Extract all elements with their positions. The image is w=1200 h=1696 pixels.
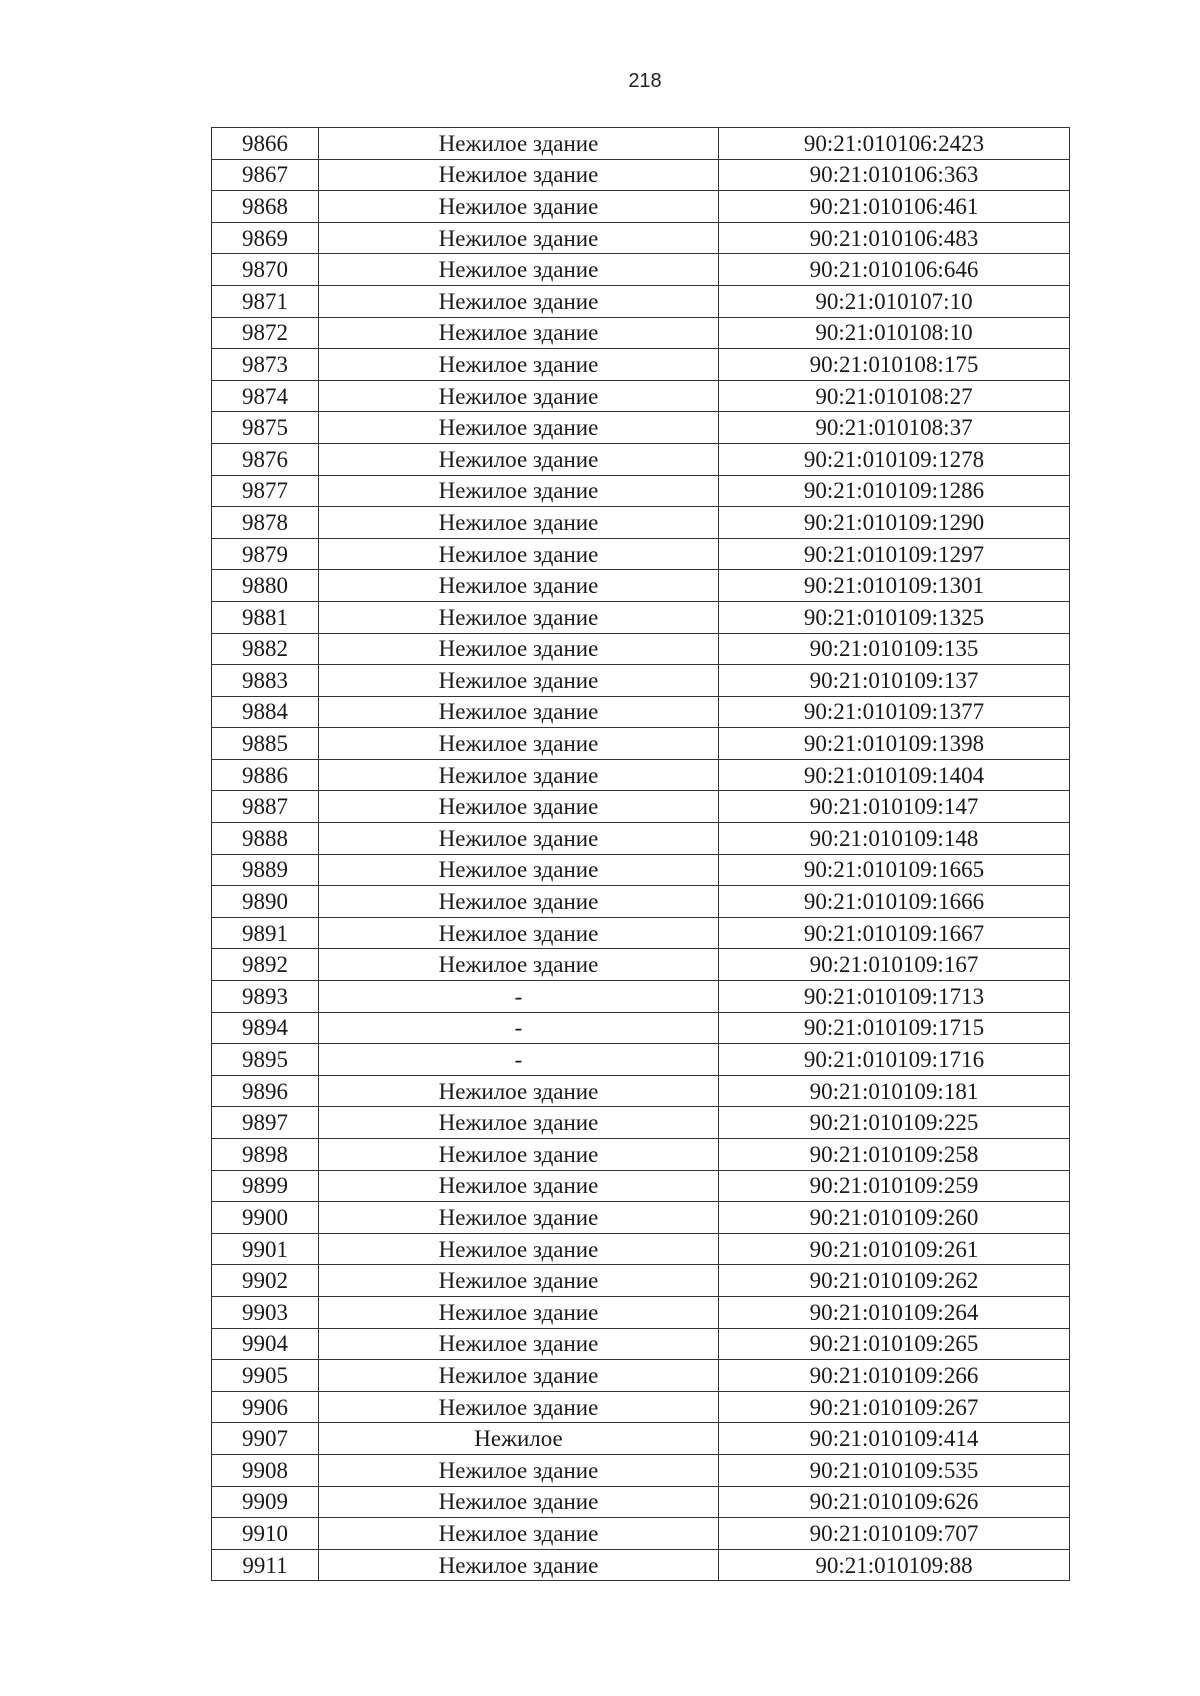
cadastral-number-cell: 90:21:010109:1716 [719,1044,1070,1076]
object-type-cell: Нежилое здание [319,1139,719,1171]
object-type-cell: Нежилое здание [319,254,719,286]
table-row [212,601,1070,633]
cadastral-number-cell: 90:21:010109:260 [719,1202,1070,1234]
row-number-cell: 9882 [212,633,319,665]
object-type-cell: Нежилое здание [319,1107,719,1139]
object-type-cell: Нежилое здание [319,443,719,475]
table-row [212,412,1070,444]
cadastral-number-cell: 90:21:010109:1404 [719,759,1070,791]
table-row [212,1202,1070,1234]
table-row [212,759,1070,791]
table-row [212,254,1070,286]
table-row [212,1139,1070,1171]
cadastral-number-cell: 90:21:010109:1290 [719,507,1070,539]
object-type-cell: Нежилое здание [319,886,719,918]
table-row [212,886,1070,918]
row-number-cell: 9890 [212,886,319,918]
table-row [212,1296,1070,1328]
cadastral-number-cell: 90:21:010109:1398 [719,728,1070,760]
row-number-cell: 9887 [212,791,319,823]
cadastral-number-cell: 90:21:010109:262 [719,1265,1070,1297]
object-type-cell: Нежилое здание [319,1518,719,1550]
row-number-cell: 9885 [212,728,319,760]
row-number-cell: 9903 [212,1296,319,1328]
table-row [212,349,1070,381]
object-type-cell: Нежилое здание [319,380,719,412]
cadastral-number-cell: 90:21:010109:707 [719,1518,1070,1550]
object-type-cell: Нежилое здание [319,665,719,697]
object-type-cell: Нежилое здание [319,1202,719,1234]
object-type-cell: Нежилое здание [319,949,719,981]
table-row [212,538,1070,570]
row-number-cell: 9904 [212,1328,319,1360]
table-row [212,665,1070,697]
row-number-cell: 9879 [212,538,319,570]
table-row [212,1107,1070,1139]
object-type-cell: Нежилое здание [319,1486,719,1518]
table-row [212,1012,1070,1044]
object-type-cell: Нежилое здание [319,538,719,570]
table-row [212,507,1070,539]
table-row [212,475,1070,507]
row-number-cell: 9877 [212,475,319,507]
object-type-cell: Нежилое здание [319,917,719,949]
row-number-cell: 9871 [212,285,319,317]
table-row [212,191,1070,223]
row-number-cell: 9891 [212,917,319,949]
table-row [212,791,1070,823]
table-row [212,728,1070,760]
cadastral-number-cell: 90:21:010109:1286 [719,475,1070,507]
row-number-cell: 9908 [212,1454,319,1486]
cadastral-number-cell: 90:21:010109:1301 [719,570,1070,602]
object-type-cell: Нежилое здание [319,854,719,886]
row-number-cell: 9888 [212,823,319,855]
cadastral-number-cell: 90:21:010109:258 [719,1139,1070,1171]
row-number-cell: 9872 [212,317,319,349]
row-number-cell: 9886 [212,759,319,791]
cadastral-number-cell: 90:21:010109:137 [719,665,1070,697]
row-number-cell: 9874 [212,380,319,412]
row-number-cell: 9905 [212,1360,319,1392]
row-number-cell: 9897 [212,1107,319,1139]
table-row [212,1075,1070,1107]
table-row [212,1518,1070,1550]
cadastral-number-cell: 90:21:010109:259 [719,1170,1070,1202]
cadastral-number-cell: 90:21:010108:27 [719,380,1070,412]
cadastral-number-cell: 90:21:010109:1665 [719,854,1070,886]
property-registry-table [211,127,1070,1581]
object-type-cell: Нежилое здание [319,159,719,191]
object-type-cell: Нежилое здание [319,285,719,317]
object-type-cell: Нежилое здание [319,696,719,728]
row-number-cell: 9880 [212,570,319,602]
table-row [212,696,1070,728]
row-number-cell: 9909 [212,1486,319,1518]
table-row [212,285,1070,317]
cadastral-number-cell: 90:21:010108:175 [719,349,1070,381]
table-row [212,317,1070,349]
object-type-cell: Нежилое здание [319,601,719,633]
table-row [212,1265,1070,1297]
table-row [212,1360,1070,1392]
object-type-cell: Нежилое здание [319,1360,719,1392]
cadastral-number-cell: 90:21:010106:646 [719,254,1070,286]
row-number-cell: 9901 [212,1233,319,1265]
object-type-cell: Нежилое здание [319,570,719,602]
cadastral-number-cell: 90:21:010106:363 [719,159,1070,191]
cadastral-number-cell: 90:21:010109:1667 [719,917,1070,949]
cadastral-number-cell: 90:21:010109:147 [719,791,1070,823]
row-number-cell: 9910 [212,1518,319,1550]
cadastral-number-cell: 90:21:010109:225 [719,1107,1070,1139]
cadastral-number-cell: 90:21:010109:535 [719,1454,1070,1486]
row-number-cell: 9868 [212,191,319,223]
row-number-cell: 9870 [212,254,319,286]
table-row [212,633,1070,665]
object-type-cell: Нежилое здание [319,1296,719,1328]
cadastral-number-cell: 90:21:010109:261 [719,1233,1070,1265]
cadastral-number-cell: 90:21:010109:135 [719,633,1070,665]
row-number-cell: 9892 [212,949,319,981]
row-number-cell: 9867 [212,159,319,191]
object-type-cell: Нежилое здание [319,633,719,665]
table-row [212,1423,1070,1455]
cadastral-number-cell: 90:21:010109:148 [719,823,1070,855]
cadastral-number-cell: 90:21:010109:1715 [719,1012,1070,1044]
cadastral-number-cell: 90:21:010109:1666 [719,886,1070,918]
row-number-cell: 9875 [212,412,319,444]
table-row [212,1391,1070,1423]
object-type-cell: Нежилое здание [319,1075,719,1107]
row-number-cell: 9894 [212,1012,319,1044]
object-type-cell: Нежилое здание [319,728,719,760]
row-number-cell: 9884 [212,696,319,728]
object-type-cell: - [319,1044,719,1076]
table-row [212,1044,1070,1076]
object-type-cell: Нежилое здание [319,791,719,823]
cadastral-number-cell: 90:21:010109:88 [719,1549,1070,1581]
row-number-cell: 9866 [212,128,319,160]
object-type-cell: Нежилое здание [319,128,719,160]
row-number-cell: 9895 [212,1044,319,1076]
table-row [212,128,1070,160]
row-number-cell: 9896 [212,1075,319,1107]
row-number-cell: 9889 [212,854,319,886]
object-type-cell: Нежилое здание [319,1549,719,1581]
row-number-cell: 9893 [212,981,319,1013]
registry-table-body [212,128,1070,1581]
object-type-cell: - [319,981,719,1013]
table-row [212,1328,1070,1360]
page-number: 218 [628,70,662,92]
object-type-cell: Нежилое здание [319,349,719,381]
row-number-cell: 9881 [212,601,319,633]
table-row [212,222,1070,254]
cadastral-number-cell: 90:21:010109:1713 [719,981,1070,1013]
object-type-cell: Нежилое здание [319,475,719,507]
table-row [212,443,1070,475]
object-type-cell: Нежилое здание [319,1265,719,1297]
cadastral-number-cell: 90:21:010109:414 [719,1423,1070,1455]
table-row [212,380,1070,412]
cadastral-number-cell: 90:21:010109:264 [719,1296,1070,1328]
object-type-cell: Нежилое здание [319,1170,719,1202]
object-type-cell: - [319,1012,719,1044]
object-type-cell: Нежилое здание [319,823,719,855]
object-type-cell: Нежилое здание [319,1391,719,1423]
row-number-cell: 9902 [212,1265,319,1297]
cadastral-number-cell: 90:21:010107:10 [719,285,1070,317]
cadastral-number-cell: 90:21:010106:483 [719,222,1070,254]
table-row [212,1549,1070,1581]
cadastral-number-cell: 90:21:010109:167 [719,949,1070,981]
object-type-cell: Нежилое здание [319,759,719,791]
row-number-cell: 9873 [212,349,319,381]
row-number-cell: 9876 [212,443,319,475]
cadastral-number-cell: 90:21:010109:267 [719,1391,1070,1423]
cadastral-number-cell: 90:21:010109:1297 [719,538,1070,570]
table-row [212,854,1070,886]
row-number-cell: 9911 [212,1549,319,1581]
row-number-cell: 9899 [212,1170,319,1202]
object-type-cell: Нежилое здание [319,507,719,539]
row-number-cell: 9907 [212,1423,319,1455]
row-number-cell: 9900 [212,1202,319,1234]
cadastral-number-cell: 90:21:010108:10 [719,317,1070,349]
row-number-cell: 9883 [212,665,319,697]
table-row [212,1454,1070,1486]
cadastral-number-cell: 90:21:010106:461 [719,191,1070,223]
object-type-cell: Нежилое здание [319,1328,719,1360]
row-number-cell: 9906 [212,1391,319,1423]
cadastral-number-cell: 90:21:010109:265 [719,1328,1070,1360]
row-number-cell: 9869 [212,222,319,254]
object-type-cell: Нежилое [319,1423,719,1455]
table-row [212,949,1070,981]
table-row [212,981,1070,1013]
cadastral-number-cell: 90:21:010109:266 [719,1360,1070,1392]
cadastral-number-cell: 90:21:010106:2423 [719,128,1070,160]
table-row [212,1170,1070,1202]
table-row [212,570,1070,602]
cadastral-number-cell: 90:21:010109:1377 [719,696,1070,728]
object-type-cell: Нежилое здание [319,191,719,223]
table-row [212,159,1070,191]
table-row [212,917,1070,949]
object-type-cell: Нежилое здание [319,412,719,444]
cadastral-number-cell: 90:21:010109:1325 [719,601,1070,633]
object-type-cell: Нежилое здание [319,222,719,254]
object-type-cell: Нежилое здание [319,1454,719,1486]
table-row [212,1233,1070,1265]
row-number-cell: 9878 [212,507,319,539]
cadastral-number-cell: 90:21:010109:626 [719,1486,1070,1518]
cadastral-number-cell: 90:21:010109:181 [719,1075,1070,1107]
cadastral-number-cell: 90:21:010108:37 [719,412,1070,444]
table-row [212,823,1070,855]
cadastral-number-cell: 90:21:010109:1278 [719,443,1070,475]
object-type-cell: Нежилое здание [319,1233,719,1265]
object-type-cell: Нежилое здание [319,317,719,349]
row-number-cell: 9898 [212,1139,319,1171]
table-row [212,1486,1070,1518]
